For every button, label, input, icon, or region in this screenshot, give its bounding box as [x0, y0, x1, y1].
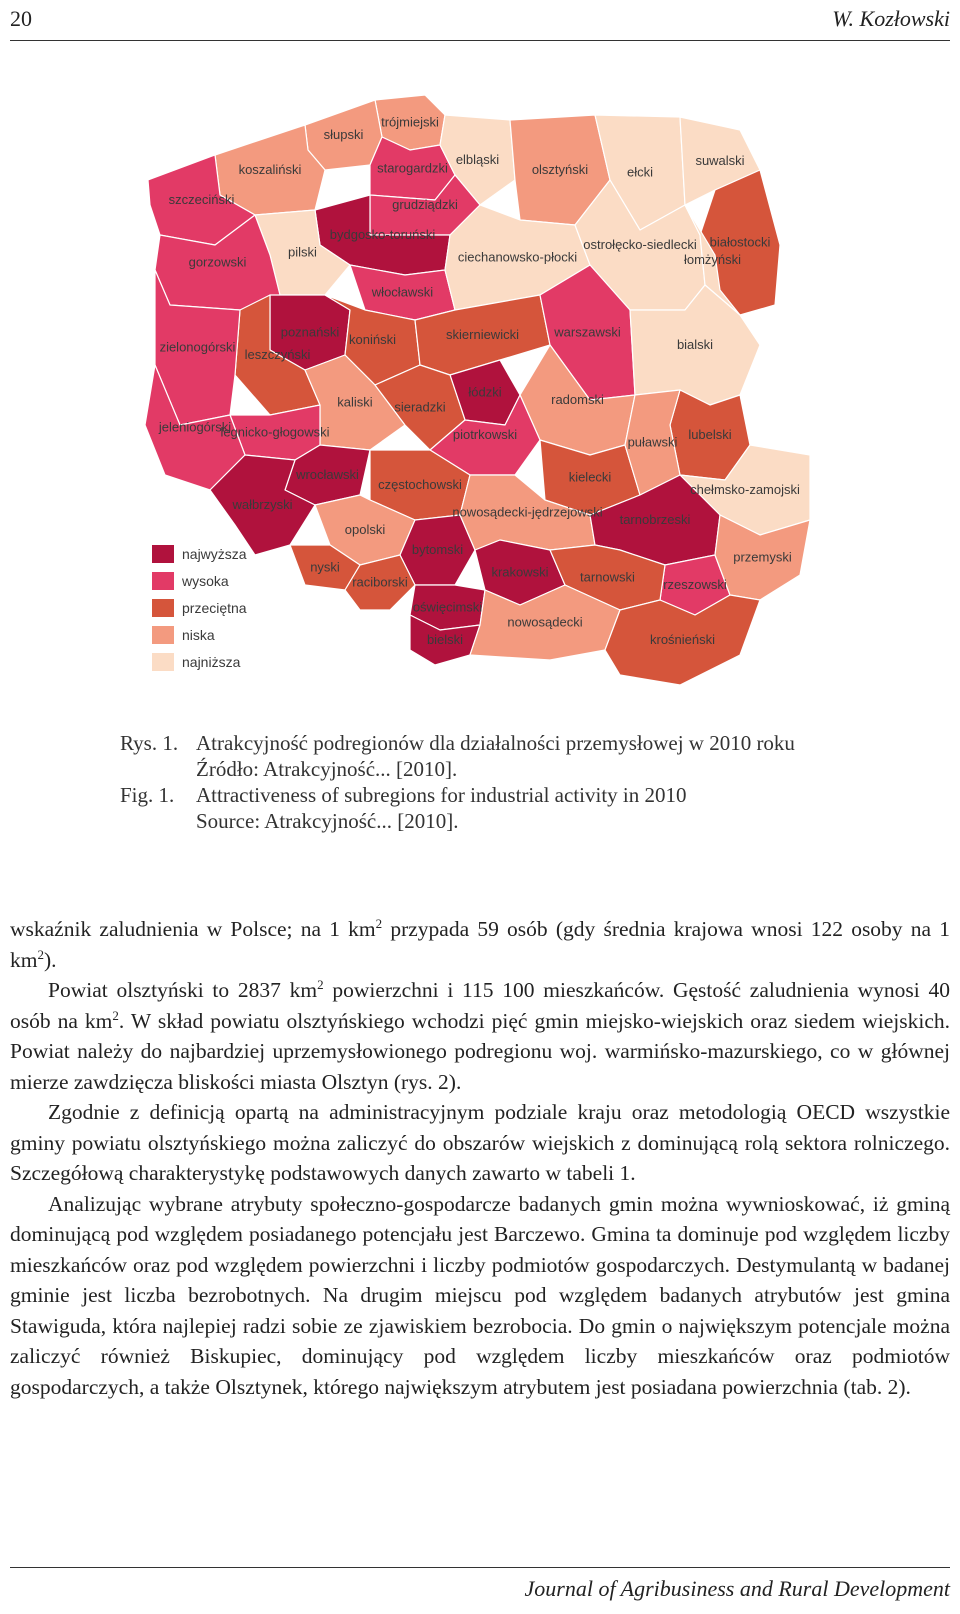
region-label-elblaski: elbląski — [455, 152, 500, 167]
body-text — [10, 914, 950, 1402]
region-label-chelmsko-zamojski: chełmsko-zamojski — [690, 482, 800, 497]
legend-swatch-3 — [152, 626, 174, 644]
region-label-tarnobrzeski: tarnobrzeski — [619, 512, 691, 527]
region-label-olsztynski: olsztyński — [531, 162, 589, 177]
region-label-kaliski: kaliski — [337, 394, 373, 410]
region-label-nowosadecki: nowosądecki — [507, 614, 583, 630]
poland-subregions-map — [120, 95, 820, 685]
region-label-opolski: opolski — [344, 522, 386, 537]
region-label-wloclawski: włocławski — [371, 284, 434, 300]
page-footer — [10, 1567, 950, 1601]
region-label-koszalinski: koszaliński — [238, 162, 302, 177]
region-label-ciechanowsko-plocki: ciechanowsko-płocki — [457, 249, 578, 265]
caption-title-en: Attractiveness of subregions for industrial activity in 2010 — [196, 783, 687, 807]
region-label-grudziadzki: grudziądzki — [392, 197, 458, 212]
region-label-nowosadecki-jedrzejowski: nowosądecki-jędrzejowski — [452, 504, 603, 520]
region-label-walbrzyski: wałbrzyski — [232, 497, 293, 512]
legend-swatch-0 — [152, 545, 174, 563]
region-label-zielonogorski: zielonogórski — [159, 339, 236, 355]
caption-label-en: Fig. 1. — [120, 783, 175, 807]
region-label-poznanski: poznański — [280, 324, 340, 340]
paragraph-3: Zgodnie z definicją opartą na administracyjnym podziale kraju oraz metodologią OECD wszystkie gminy powiatu olsztyńskiego można zaliczyć do obszarów wiejskich z dominującą rolą sektora rolniczego. Szczegółową charakterystykę podstawowych danych zawarto w tabeli 1. — [10, 1100, 950, 1185]
region-label-ostrolecko-siedlecki: ostrołęcko-siedlecki — [583, 237, 697, 252]
region-label-krosnienski: krośnieński — [649, 632, 716, 647]
legend-label-4: najniższa — [182, 654, 241, 670]
region-label-szczecinski: szczeciński — [168, 192, 235, 207]
region-label-przemyski: przemyski — [733, 549, 792, 565]
region-label-kielecki: kielecki — [568, 469, 612, 485]
region-label-jeleniogorski: jeleniogórski — [158, 419, 232, 435]
caption-label-pl: Rys. 1. — [120, 731, 179, 755]
legend-swatch-2 — [152, 599, 174, 617]
region-label-gorzowski: gorzowski — [188, 254, 247, 270]
region-label-rzeszowski: rzeszowski — [663, 577, 727, 592]
region-label-nyski: nyski — [310, 559, 340, 575]
region-label-sieradzki: sieradzki — [394, 399, 446, 415]
page-number: 20 — [10, 6, 32, 31]
region-label-bytomski: bytomski — [411, 542, 464, 557]
region-label-raciborski: raciborski — [352, 574, 408, 590]
region-label-slupski: słupski — [323, 127, 364, 142]
region-label-oswiecimski: oświęcimski — [412, 599, 483, 615]
region-label-warszawski: warszawski — [554, 324, 621, 340]
journal-name: Journal of Agribusiness and Rural Development — [524, 1576, 950, 1601]
page-header — [10, 0, 950, 41]
region-label-pulawski: puławski — [627, 434, 678, 450]
region-label-bialostocki: białostocki — [709, 234, 771, 250]
figure-caption — [120, 730, 836, 834]
legend-label-2: przeciętna — [182, 600, 247, 616]
legend-swatch-1 — [152, 572, 174, 590]
running-head-author: W. Kozłowski — [832, 6, 950, 31]
region-label-starogardzki: starogardzki — [377, 160, 448, 176]
legend-label-0: najwyższa — [182, 546, 247, 562]
legend-label-1: wysoka — [182, 573, 229, 589]
region-label-bialski: bialski — [676, 337, 714, 352]
region-label-krakowski: krakowski — [491, 564, 549, 580]
legend-swatch-4 — [152, 653, 174, 671]
region-label-lubelski: lubelski — [688, 427, 732, 442]
region-label-trojmiejski: trójmiejski — [381, 114, 439, 130]
region-label-tarnowski: tarnowski — [580, 569, 635, 585]
caption-source-en: Source: Atrakcyjność... [2010]. — [196, 809, 459, 833]
region-label-lomzynski: łomżyński — [683, 252, 742, 267]
region-label-skierniewicki: skierniewicki — [446, 327, 519, 342]
region-label-radomski: radomski — [551, 392, 604, 407]
paragraph-1: wskaźnik zaludnienia w Polsce; na 1 $km^2$ przypada 59 osób (gdy średnia krajowa wnosi 122 osoby na 1 $km^2$). — [10, 915, 950, 972]
region-label-elcki: ełcki — [626, 164, 654, 180]
caption-source-pl: Źródło: Atrakcyjność... [2010]. — [196, 757, 458, 781]
region-label-legnicko-glogowski: legnicko-głogowski — [220, 424, 330, 440]
region-label-leszczynski: leszczyński — [244, 347, 311, 362]
region-label-pilski: pilski — [288, 244, 317, 260]
region-label-czestochowski: częstochowski — [378, 477, 462, 492]
legend-label-3: niska — [182, 627, 215, 643]
map-legend — [152, 545, 247, 671]
region-label-suwalski: suwalski — [695, 153, 745, 168]
region-label-bielski: bielski — [426, 632, 464, 647]
region-label-koninski: koniński — [349, 332, 396, 347]
caption-title-pl: Atrakcyjność podregionów dla działalności przemysłowej w 2010 roku — [196, 731, 795, 755]
region-label-lodzki: łódzki — [468, 384, 502, 400]
region-label-piotrkowski: piotrkowski — [452, 427, 518, 442]
paragraph-4: Analizując wybrane atrybuty społeczno-gospodarcze badanych gmin można wywnioskować, iż gminą dominującą pod względem posiadanego potencjału jest Barczewo. Gmina ta dominuje pod względem liczby mieszkańców oraz pod względem powierzchni i liczby podmiotów gospodarczych. Destymulantą w badanej gminie jest liczba bezrobotnych. Na drugim miejscu pod względem badanych atrybutów jest gmina Stawiguda, która najlepiej radzi sobie ze zjawiskiem bezrobocia. Do gmin o największym potencjale można zaliczyć również Biskupiec, dominujący pod względem liczby mieszkańców oraz podmiotów gospodarczych, a także Olsztynek, którego największym atrybutem jest posiadana powierzchnia (tab. 2). — [10, 1191, 950, 1399]
paragraph-2: Powiat olsztyński to 2837 $km^2$ powierzchni i 115 100 mieszkańców. Gęstość zaludnienia wynosi 40 osób na $km^2$. W skład powiatu olsztyńskiego wchodzi pięć gmin miejsko-wiejskich oraz siedem wiejskich. Powiat należy do najbardziej uprzemysłowionego podregionu woj. warmińsko-mazurskiego, co w głównej mierze zawdzięcza bliskości miasta Olsztyn (rys. 2). — [10, 976, 950, 1094]
region-label-bydgosko-torunski: bydgosko-toruński — [329, 227, 436, 242]
region-label-wroclawski: wrocławski — [296, 467, 359, 482]
